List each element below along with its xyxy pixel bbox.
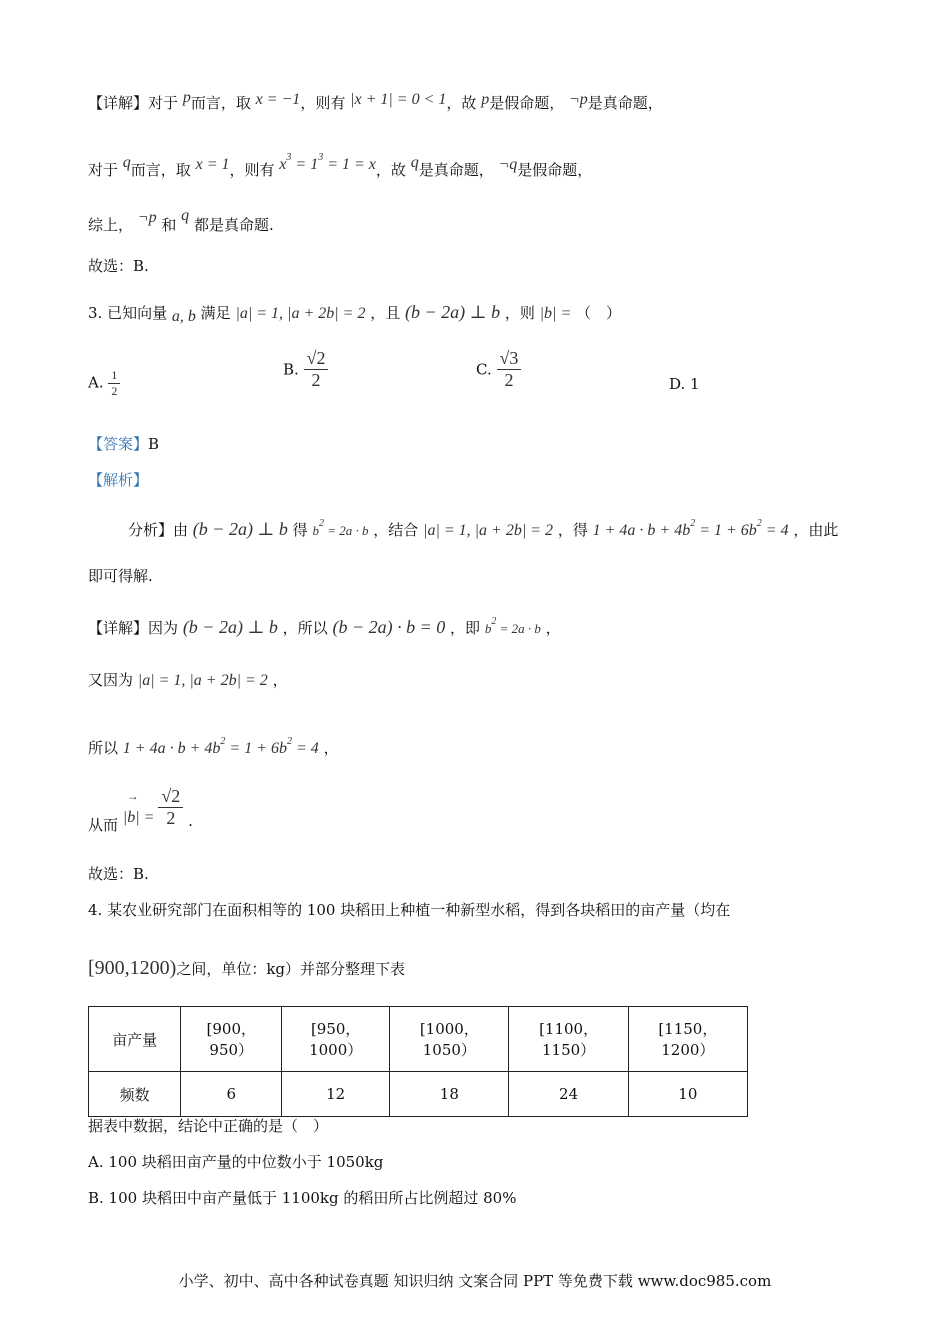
math-not-q: ¬q (498, 156, 518, 173)
text: 对于 (148, 94, 179, 112)
text: ，故 (446, 94, 477, 112)
table-header-cell: 频数 (89, 1072, 181, 1117)
text: ，由此 (793, 521, 839, 539)
math-dot-zero: (b − 2a) · b = 0 (332, 617, 446, 637)
detail-line-p (88, 88, 663, 113)
text: ，故 (375, 161, 406, 179)
table-cell: 10 (628, 1072, 747, 1117)
table-cell: 18 (390, 1072, 509, 1117)
choose-line-1: 故选：B. (88, 257, 149, 275)
math-p: p (182, 89, 191, 106)
table-header-cell: 亩产量 (89, 1007, 181, 1072)
analysis-line (128, 514, 838, 541)
text: 而言，取 (130, 161, 191, 179)
text: ，结合 (373, 521, 419, 539)
text: 和 (161, 216, 177, 234)
question-4-option-b: B. 100 块稻田中亩产量低于 1100kg 的稻田所占比例超过 80% (88, 1189, 517, 1207)
table-row (89, 1072, 748, 1117)
fraction: $\frac{√3}{2}$ (497, 348, 522, 391)
page-footer: 小学、初中、高中各种试卷真题 知识归纳 文案合同 PPT 等免费下载 www.doc985.com (178, 1272, 772, 1290)
math-q: q (122, 154, 131, 171)
detail-line-3 (88, 732, 339, 759)
text: 因为 (148, 619, 179, 637)
text: 分析】由 (128, 521, 189, 539)
math-expansion: $1 + 4a \cdot b + 4b^2 = 1 + 6b^2 = 4$ (592, 518, 789, 539)
table-cell: 24 (509, 1072, 628, 1117)
table-cell: [950， 1000） (282, 1007, 390, 1072)
math-not-p: ¬p (569, 91, 588, 108)
detail-line-1 (88, 612, 561, 639)
question-4-line-2 (88, 958, 405, 979)
option-label: B. (283, 360, 299, 379)
math-conditions: |a| = 1, |a + 2b| = 2 (423, 522, 554, 539)
detail-line-q (88, 148, 592, 180)
question-4-option-a: A. 100 块稻田亩产量的中位数小于 1050kg (88, 1153, 384, 1171)
answer-value: B (148, 435, 160, 453)
option-b (283, 348, 328, 391)
question-4-prompt: 据表中数据，结论中正确的是（ ） (88, 1117, 329, 1135)
math-perpendicular: (b − 2a) ⊥ b (405, 302, 501, 322)
text: 都是真命题. (193, 216, 274, 234)
analysis-line-2: 即可得解. (88, 567, 153, 585)
answer-line (88, 434, 159, 454)
text: 满足 (200, 304, 231, 322)
math-q: q (181, 207, 190, 224)
fraction: $\frac{√2}{2}$ (304, 348, 329, 391)
detail-label: 【详解】 (88, 94, 149, 112)
text: 是真命题， (418, 161, 494, 179)
math-x-value: x = 1 (195, 156, 230, 173)
fraction: $\frac{1}{2}$ (108, 368, 120, 399)
text: ，且 (370, 304, 401, 322)
text: ，所以 (282, 619, 328, 637)
math-b-squared: $b^2 = 2a \cdot b$ (312, 518, 369, 538)
fraction: $\frac{√2}{2}$ (158, 786, 183, 829)
vector-arrow: → (126, 788, 139, 803)
detail-label: 【详解】 (88, 619, 149, 637)
text: 对于 (88, 161, 119, 179)
question-4-line-1: 4. 某农业研究部门在面积相等的 100 块稻田上种植一种新型水稻，得到各块稻田的亩产量（均在 (88, 901, 731, 919)
math-abs-inequality: |x + 1| = 0 < 1 (350, 91, 447, 108)
text: 从而 (88, 815, 119, 834)
math-conditions: |a| = 1, |a + 2b| = 2 (235, 305, 366, 322)
option-label: A. (88, 373, 104, 392)
frequency-table (88, 1006, 748, 1117)
text: 之间，单位：kg）并部分整理下表 (176, 960, 406, 978)
math-expansion: $1 + 4a \cdot b + 4b^2 = 1 + 6b^2 = 4$ (122, 736, 319, 757)
option-label: C. (476, 360, 492, 379)
text: 而言，取 (190, 94, 251, 112)
table-cell: [1150， 1200） (628, 1007, 747, 1072)
text: 是假命题， (517, 161, 593, 179)
math-not-p: ¬p (137, 209, 157, 226)
text: ，得 (557, 521, 588, 539)
text: 得 (292, 521, 308, 539)
math-abs-b: → |b| = (122, 788, 155, 826)
text: 又因为 (88, 671, 134, 689)
text: ，则有 (300, 94, 346, 112)
text: ， (545, 619, 561, 637)
text: 所以 (88, 739, 119, 757)
detail-line-2 (88, 670, 288, 691)
table-cell: 6 (181, 1072, 282, 1117)
option-a (88, 368, 120, 399)
detail-line-4 (88, 782, 193, 832)
math-b-squared: $b^2 = 2a \cdot b$ (484, 616, 541, 636)
math-abs-b: |b| = (539, 305, 572, 322)
text: 3. 已知向量 (88, 304, 168, 322)
text: . (188, 811, 193, 830)
table-cell: [1000， 1050） (390, 1007, 509, 1072)
option-c (476, 348, 521, 391)
math-p: p (481, 91, 490, 108)
text: ， (272, 671, 288, 689)
math-vectors: a, b (171, 308, 196, 325)
table-cell: 12 (282, 1072, 390, 1117)
text: ， (323, 739, 339, 757)
text: 是假命题， (489, 94, 565, 112)
math-x-value: x = −1 (255, 91, 301, 108)
text: 是真命题， (587, 94, 663, 112)
choose-line-2: 故选：B. (88, 865, 149, 883)
math-cube-equation: $x^3 = 1^3 = 1 = x$ (279, 152, 376, 173)
table-cell: [1100， 1150） (509, 1007, 628, 1072)
answer-label: 【答案】 (88, 435, 149, 453)
math-conditions: |a| = 1, |a + 2b| = 2 (137, 672, 268, 689)
analysis-label: 【解析】 (88, 471, 149, 489)
table-row (89, 1007, 748, 1072)
text: ，即 (450, 619, 481, 637)
math-q: q (410, 154, 419, 171)
summary-line (88, 206, 274, 235)
math-range: [900,1200) (88, 957, 177, 979)
text: ，则 (504, 304, 535, 322)
question-3 (88, 302, 621, 327)
text: （ ） (576, 304, 622, 322)
option-d: D. 1 (669, 375, 700, 393)
text: ，则有 (229, 161, 275, 179)
text: 综上， (88, 216, 134, 234)
table-cell: [900， 950） (181, 1007, 282, 1072)
math-perpendicular: (b − 2a) ⊥ b (192, 519, 288, 539)
math-perpendicular: (b − 2a) ⊥ b (182, 617, 278, 637)
